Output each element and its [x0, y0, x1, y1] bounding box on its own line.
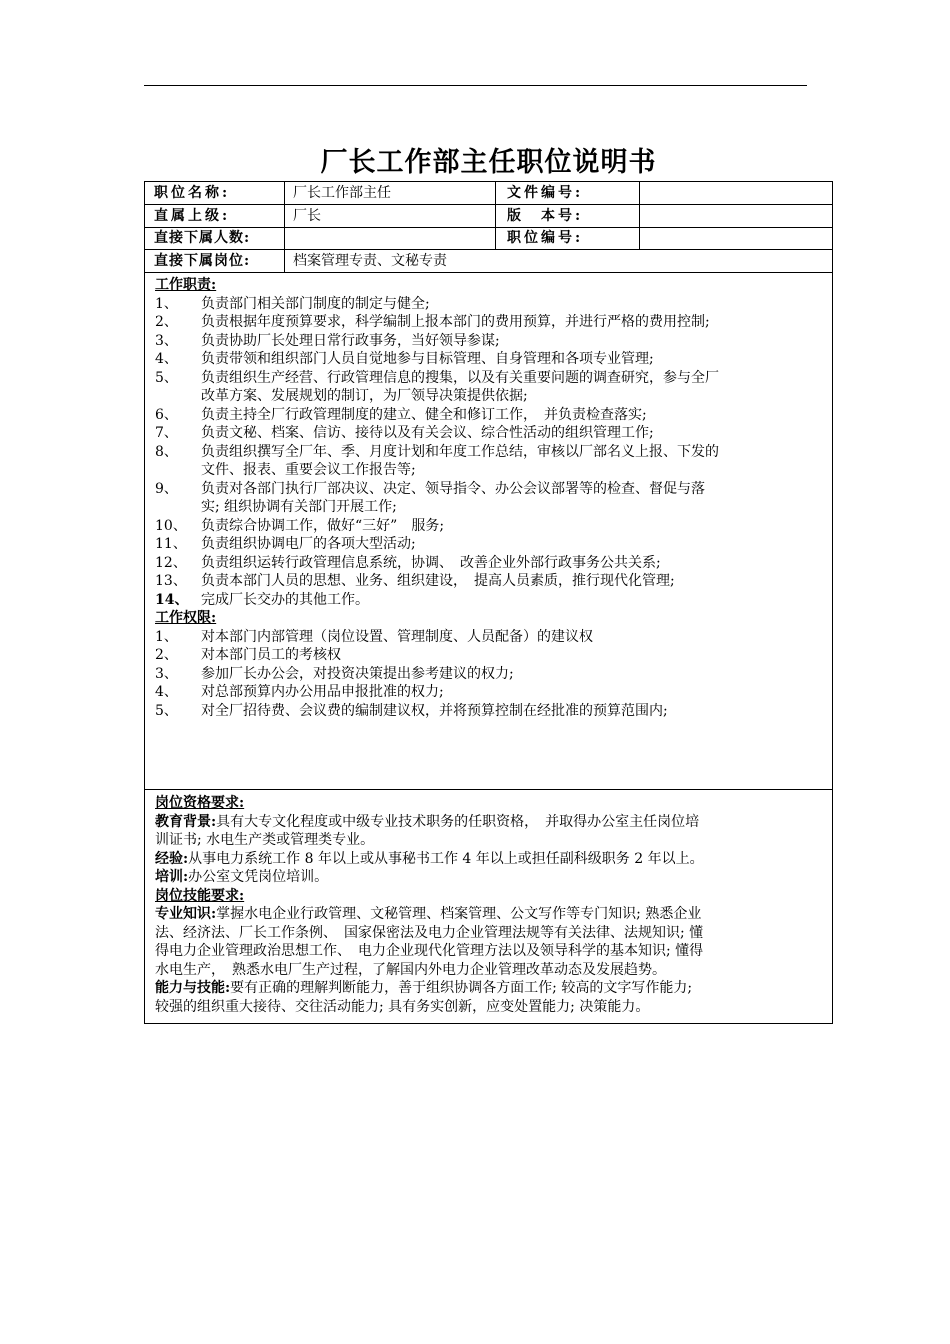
direct-superior-value: 厂长: [293, 208, 321, 224]
authority-text: 对本部门内部管理（岗位设置、管理制度、人员配备）的建议权: [201, 628, 593, 645]
duty-item: [155, 295, 822, 314]
knowledge-requirement: [155, 905, 822, 924]
duty-item: [155, 572, 822, 591]
training-requirement: [155, 868, 822, 887]
experience-text: 从事电力系统工作 8 年以上或从事秘书工作 4 年以上或担任副科级职务 2 年以上。: [188, 850, 704, 867]
authority-text: 对总部预算内办公用品申报批准的权力;: [201, 684, 444, 700]
duty-text: 负责本部门人员的思想、业务、组织建设， 提高人员素质，推行现代化管理;: [201, 573, 675, 589]
duty-text: 负责对各部门执行厂部决议、决定、领导指令、办公会议部署等的检查、督促与落: [201, 480, 705, 497]
duty-text: 负责组织协调电厂的各项大型活动;: [201, 536, 416, 552]
subordinate-count-label: 直接下属人数:: [154, 230, 251, 246]
duty-item: [155, 406, 822, 425]
authority-text: 对本部门员工的考核权: [201, 647, 341, 663]
knowledge-text: 掌握水电企业行政管理、文秘管理、档案管理、公文写作等专门知识; 熟悉企业: [216, 906, 702, 922]
ability-text: 要有正确的理解判断能力，善于组织协调各方面工作; 较高的文字写作能力;: [230, 980, 693, 996]
authority-text: 对全厂招待费、会议费的编制建议权，并将预算控制在经批准的预算范围内;: [201, 702, 668, 719]
requirements-section: [145, 794, 832, 1016]
duty-number: 14、: [155, 591, 189, 608]
duty-text: 负责组织运转行政管理信息系统，协调、 改善企业外部行政事务公共关系;: [201, 554, 661, 571]
duty-number: 6、: [155, 406, 178, 423]
duty-item-cont: [155, 498, 822, 517]
document-number-value: [639, 182, 832, 204]
duty-number: 8、: [155, 443, 178, 460]
authority-text: 参加厂长办公会，对投资决策提出参考建议的权力;: [201, 665, 514, 682]
duty-number: 12、: [155, 554, 187, 571]
knowledge-text-cont: 水电生产， 熟悉水电厂生产过程，了解国内外电力企业管理改革动态及发展趋势。: [155, 961, 666, 978]
experience-requirement: [155, 850, 822, 869]
education-text: 具有大专文化程度或中级专业技术职务的任职资格， 并取得办公室主任岗位培: [216, 813, 700, 830]
duty-number: 11、: [155, 536, 187, 552]
duty-item: [155, 332, 822, 351]
ability-text-cont: 较强的组织重大接待、交往活动能力; 具有务实创新，应变处置能力; 决策能力。: [155, 998, 650, 1015]
duty-text: 负责综合协调工作，做好“三好” 服务;: [201, 517, 445, 534]
training-text: 办公室文凭岗位培训。: [188, 869, 329, 885]
education-label: 教育背景:: [155, 813, 217, 830]
duty-number: 4、: [155, 351, 178, 367]
duty-text: 实; 组织协调有关部门开展工作;: [201, 499, 397, 515]
duty-number: 1、: [155, 295, 178, 312]
duty-item: [155, 535, 822, 554]
row-divider: [145, 272, 832, 273]
duty-text: 改革方案、发展规划的制订，为厂领导决策提供依据;: [201, 388, 528, 404]
duty-number: 3、: [155, 332, 178, 349]
duties-title: 工作职责:: [155, 277, 217, 293]
duty-text: 负责根据年度预算要求，科学编制上报本部门的费用预算，并进行严格的费用控制;: [201, 314, 710, 330]
subordinate-count-value: [284, 227, 495, 249]
duties-section: [145, 276, 832, 720]
position-number-label: 职位编号:: [507, 230, 584, 246]
authority-number: 1、: [155, 628, 178, 645]
knowledge-text-cont: 法、经济法、厂长工作条例、 国家保密法及电力企业管理法规等有关法律、法规知识; 懂: [155, 924, 704, 941]
duty-item: [155, 554, 822, 573]
duties-list: [155, 295, 822, 610]
knowledge-label: 专业知识:: [155, 906, 217, 922]
duty-item: [155, 424, 822, 443]
authority-item: [155, 628, 822, 647]
authority-number: 5、: [155, 702, 178, 719]
ability-requirement: [155, 979, 822, 998]
duty-item: [155, 369, 822, 388]
duty-text: 文件、报表、重要会议工作报告等;: [201, 462, 416, 478]
duty-text: 负责主持全厂行政管理制度的建立、健全和修订工作， 并负责检查落实;: [201, 406, 647, 423]
knowledge-text-cont: 得电力企业管理政治思想工作、 电力企业现代化管理方法以及领导科学的基本知识; 懂得: [155, 943, 704, 959]
ability-label: 能力与技能:: [155, 980, 231, 996]
duty-number: 13、: [155, 573, 187, 589]
section-divider: [145, 789, 832, 790]
duty-item: [155, 591, 822, 610]
authority-title: 工作权限:: [155, 610, 217, 626]
subordinate-positions-value: 档案管理专责、文秘专责: [293, 253, 447, 269]
duty-text: 完成厂长交办的其他工作。: [201, 591, 369, 608]
duty-item: [155, 350, 822, 369]
authority-number: 4、: [155, 684, 178, 700]
authority-item: [155, 702, 822, 721]
authority-list: [155, 628, 822, 721]
education-text-cont: 训证书; 水电生产类或管理类专业。: [155, 832, 375, 848]
position-number-value: [639, 227, 832, 249]
version-label: 版 本号:: [507, 208, 584, 224]
authority-number: 2、: [155, 647, 178, 663]
training-label: 培训:: [155, 869, 189, 885]
duty-text: 负责协助厂长处理日常行政事务，当好领导参谋;: [201, 332, 500, 349]
duty-item-cont: [155, 461, 822, 480]
duty-number: 10、: [155, 517, 187, 534]
authority-item: [155, 683, 822, 702]
direct-superior-label: 直属上级:: [154, 208, 231, 224]
header-rule: [144, 85, 807, 86]
position-name-value: 厂长工作部主任: [293, 185, 391, 201]
experience-label: 经验:: [155, 850, 189, 867]
authority-item: [155, 665, 822, 684]
duty-number: 2、: [155, 314, 178, 330]
authority-item: [155, 646, 822, 665]
duty-item-cont: [155, 387, 822, 406]
duty-number: 9、: [155, 480, 178, 497]
position-name-label: 职位名称:: [154, 185, 231, 201]
document-title: 厂长工作部主任职位说明书: [320, 147, 657, 178]
skills-title: 岗位技能要求:: [155, 887, 245, 904]
duty-item: [155, 313, 822, 332]
job-description-table: [144, 181, 833, 1024]
duty-text: 负责组织撰写全厂年、季、月度计划和年度工作总结，审核以厂部名义上报、下发的: [201, 443, 719, 460]
duty-number: 7、: [155, 425, 178, 441]
authority-number: 3、: [155, 665, 178, 682]
duty-text: 负责文秘、档案、信访、接待以及有关会议、综合性活动的组织管理工作;: [201, 425, 654, 441]
duty-item: [155, 480, 822, 499]
education-requirement: [155, 813, 822, 832]
subordinate-positions-label: 直接下属岗位:: [154, 253, 251, 269]
document-number-label: 文件编号:: [507, 185, 584, 201]
duty-text: 负责部门相关部门制度的制定与健全;: [201, 295, 430, 312]
duty-number: 5、: [155, 369, 178, 386]
version-value: [639, 205, 832, 227]
duty-text: 负责组织生产经营、行政管理信息的搜集，以及有关重要问题的调查研究，参与全厂: [201, 369, 719, 386]
duty-item: [155, 443, 822, 462]
qualifications-title: 岗位资格要求:: [155, 795, 245, 811]
duty-text: 负责带领和组织部门人员自觉地参与目标管理、自身管理和各项专业管理;: [201, 351, 654, 367]
duty-item: [155, 517, 822, 536]
